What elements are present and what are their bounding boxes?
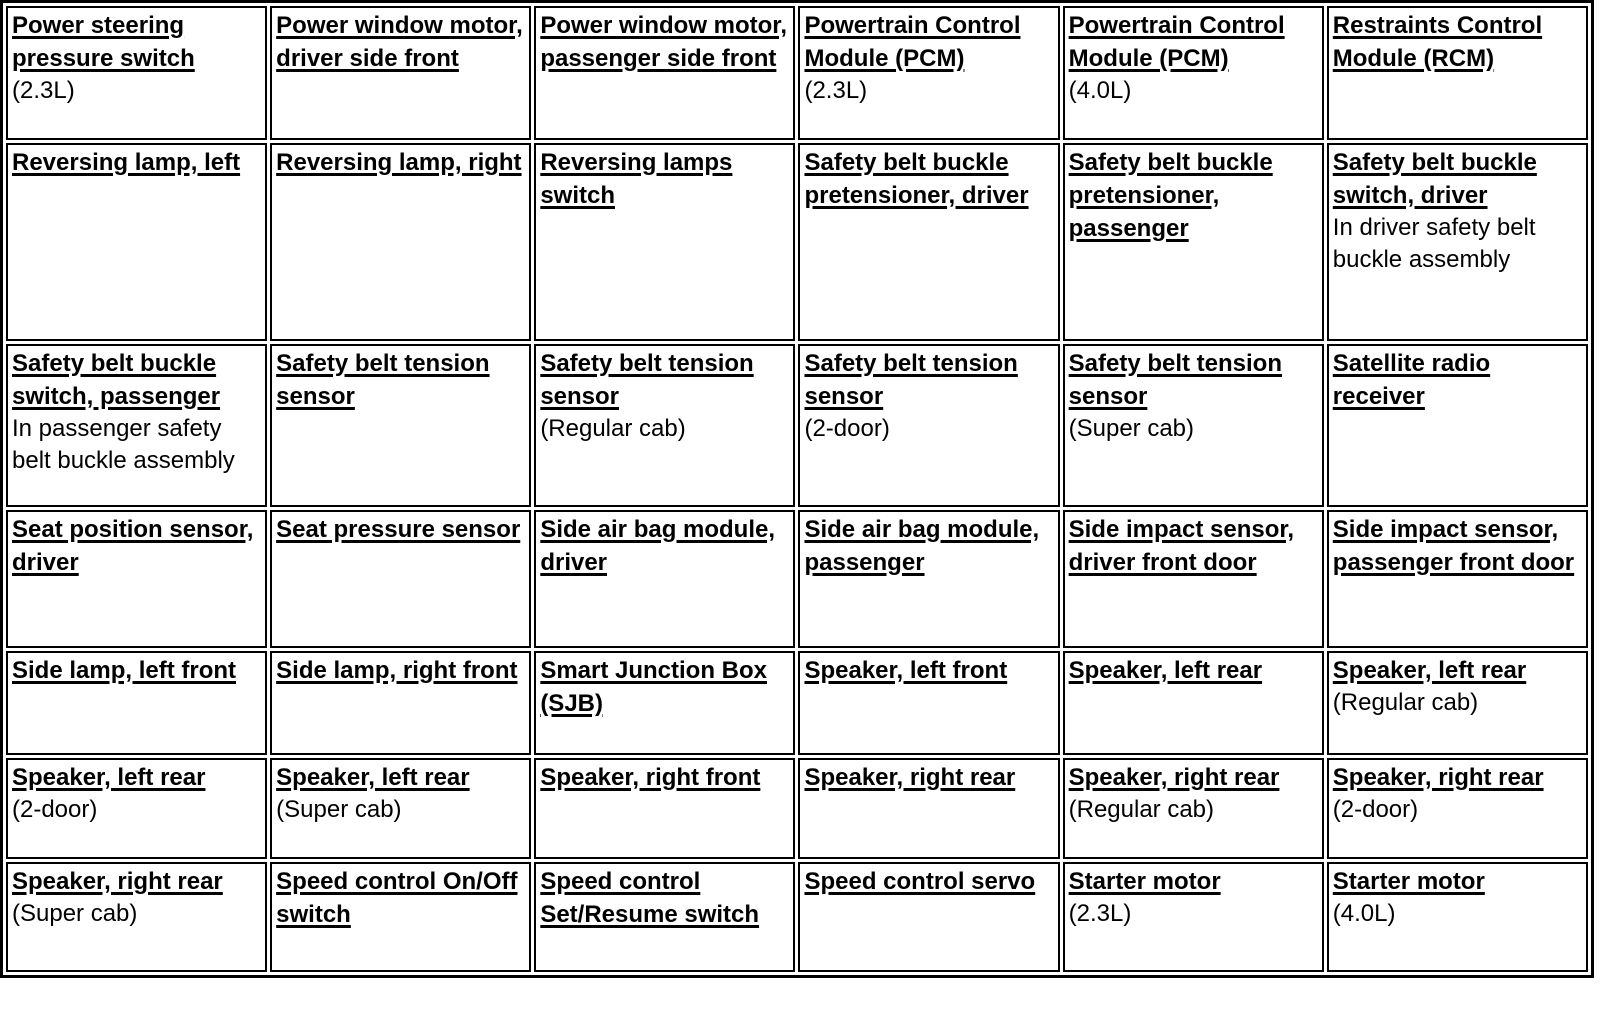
component-link[interactable]: Speed control On/Off switch (276, 868, 518, 928)
component-cell (270, 862, 531, 972)
component-link-line (804, 347, 1053, 413)
component-cell (6, 651, 267, 755)
component-link-line (1069, 761, 1318, 794)
component-cell (1327, 510, 1588, 648)
component-note: (2-door) (1332, 796, 1419, 823)
component-link[interactable]: Speaker, left rear (12, 764, 206, 791)
component-cell (798, 651, 1059, 755)
component-link[interactable]: Speaker, right rear (1068, 764, 1280, 791)
component-cell (534, 143, 795, 341)
component-link[interactable]: Seat pressure sensor (276, 516, 521, 543)
table-row (6, 862, 1588, 972)
component-link-line (1333, 347, 1582, 413)
component-link[interactable]: Power window motor, passenger side front (540, 12, 787, 72)
component-note: (2-door) (804, 415, 890, 442)
component-link-line (540, 146, 789, 212)
component-cell (798, 862, 1059, 972)
component-link[interactable]: Side air bag module, driver (540, 516, 776, 576)
component-cell (1327, 758, 1588, 859)
component-link-line (1333, 654, 1582, 687)
component-link-line (276, 654, 525, 687)
component-link[interactable]: Power window motor, driver side front (276, 12, 523, 72)
component-link[interactable]: Speaker, right rear (12, 868, 223, 895)
component-link[interactable]: Speaker, left rear (276, 764, 470, 791)
component-note: (Super cab) (276, 796, 402, 823)
component-link[interactable]: Safety belt tension sensor (804, 350, 1018, 410)
component-link-line (1069, 347, 1318, 413)
component-link-line (1069, 9, 1318, 75)
component-link[interactable]: Power steering pressure switch (12, 12, 195, 72)
component-cell (1327, 143, 1588, 341)
component-link-line (1069, 146, 1318, 245)
component-note: In passenger safety belt buckle assembly (12, 415, 235, 474)
component-link-line (276, 146, 525, 179)
component-note: (Regular cab) (1068, 796, 1215, 823)
component-link[interactable]: Speed control servo (804, 868, 1036, 895)
table-row (6, 344, 1588, 507)
component-link[interactable]: Side lamp, right front (276, 657, 518, 684)
component-link[interactable]: Safety belt buckle pretensioner, driver (804, 149, 1029, 209)
component-cell (534, 6, 795, 140)
component-cell (798, 758, 1059, 859)
component-note: (4.0L) (1332, 900, 1396, 927)
component-link-line (804, 761, 1053, 794)
component-link-line (540, 9, 789, 75)
component-link-line (1069, 513, 1318, 579)
table-row (6, 510, 1588, 648)
component-cell (1063, 651, 1324, 755)
component-note: (4.0L) (1068, 77, 1132, 104)
component-link[interactable]: Safety belt buckle switch, driver (1332, 149, 1537, 209)
table-row (6, 6, 1588, 140)
component-link[interactable]: Side impact sensor, driver front door (1068, 516, 1295, 576)
component-link-line (540, 347, 789, 413)
component-cell (534, 758, 795, 859)
component-link-line (12, 146, 261, 179)
component-link[interactable]: Safety belt buckle switch, passenger (12, 350, 221, 410)
component-link-line (1333, 513, 1582, 579)
component-link-line (276, 761, 525, 794)
component-link[interactable]: Side air bag module, passenger (804, 516, 1040, 576)
component-link[interactable]: Side impact sensor, passenger front door (1332, 516, 1575, 576)
component-link[interactable]: Starter motor (1332, 868, 1485, 895)
component-link-line (12, 761, 261, 794)
component-cell (1063, 510, 1324, 648)
component-cell (798, 344, 1059, 507)
component-link-line (12, 865, 261, 898)
component-link[interactable]: Smart Junction Box (SJB) (540, 657, 768, 717)
component-link-line (12, 9, 261, 75)
component-cell (534, 651, 795, 755)
component-link-line (540, 654, 789, 720)
component-link-line (12, 347, 261, 413)
component-link[interactable]: Reversing lamp, left (12, 149, 241, 176)
component-note: In driver safety belt buckle assembly (1332, 214, 1536, 273)
component-cell (534, 344, 795, 507)
component-cell (270, 510, 531, 648)
component-link-line (540, 865, 789, 931)
component-note: (Regular cab) (1332, 689, 1479, 716)
component-cell (1327, 862, 1588, 972)
component-cell (6, 510, 267, 648)
component-link-line (1333, 865, 1582, 898)
component-link[interactable]: Satellite radio receiver (1332, 350, 1491, 410)
component-link-line (276, 9, 525, 75)
component-note: (Super cab) (1068, 415, 1195, 442)
component-cell (1327, 344, 1588, 507)
component-note: (2.3L) (12, 77, 75, 104)
table-row (6, 758, 1588, 859)
component-cell (1063, 143, 1324, 341)
component-cell (270, 651, 531, 755)
component-link-line (276, 347, 525, 413)
component-link[interactable]: Speaker, left rear (1332, 657, 1527, 684)
component-link[interactable]: Speaker, right front (540, 764, 761, 791)
component-link[interactable]: Restraints Control Module (RCM) (1332, 12, 1543, 72)
component-link-line (804, 865, 1053, 898)
component-link[interactable]: Powertrain Control Module (PCM) (804, 12, 1021, 72)
component-link[interactable]: Reversing lamp, right (276, 149, 522, 176)
component-link[interactable]: Seat position sensor, driver (12, 516, 254, 576)
component-link[interactable]: Speed control Set/Resume switch (540, 868, 760, 928)
component-cell (6, 6, 267, 140)
component-link[interactable]: Starter motor (1068, 868, 1221, 895)
component-link-line (1333, 9, 1582, 75)
component-cell (798, 510, 1059, 648)
component-link[interactable]: Reversing lamps switch (540, 149, 733, 209)
table-row (6, 143, 1588, 341)
component-link-line (804, 146, 1053, 212)
component-index-body (6, 6, 1588, 972)
component-note: (2.3L) (1068, 900, 1132, 927)
component-note: (2-door) (12, 796, 98, 823)
component-cell (534, 862, 795, 972)
component-cell (1063, 758, 1324, 859)
component-cell (270, 344, 531, 507)
component-cell (1063, 862, 1324, 972)
component-link-line (540, 513, 789, 579)
component-link-line (276, 865, 525, 931)
component-cell (270, 6, 531, 140)
component-link[interactable]: Powertrain Control Module (PCM) (1068, 12, 1285, 72)
component-cell (798, 143, 1059, 341)
component-link-line (804, 654, 1053, 687)
component-cell (534, 510, 795, 648)
component-cell (1327, 651, 1588, 755)
component-link-line (1333, 146, 1582, 212)
component-link[interactable]: Safety belt tension sensor (276, 350, 490, 410)
component-link[interactable]: Speaker, right rear (804, 764, 1016, 791)
component-cell (798, 6, 1059, 140)
component-link-line (1069, 654, 1318, 687)
component-cell (270, 758, 531, 859)
component-link-line (804, 9, 1053, 75)
component-link[interactable]: Speaker, right rear (1332, 764, 1544, 791)
component-link-line (12, 654, 261, 687)
component-cell (270, 143, 531, 341)
component-link[interactable]: Safety belt tension sensor (1068, 350, 1282, 410)
component-cell (1327, 6, 1588, 140)
component-link-line (1333, 761, 1582, 794)
component-link-line (12, 513, 261, 579)
component-link-line (804, 513, 1053, 579)
component-link[interactable]: Side lamp, left front (12, 657, 237, 684)
component-cell (6, 344, 267, 507)
component-link-line (1069, 865, 1318, 898)
table-row (6, 651, 1588, 755)
component-cell (6, 758, 267, 859)
component-link[interactable]: Speaker, left rear (1068, 657, 1263, 684)
component-cell (1063, 344, 1324, 507)
component-link[interactable]: Safety belt buckle pretensioner, passenger (1068, 149, 1273, 242)
component-note: (Regular cab) (540, 415, 686, 442)
component-cell (6, 143, 267, 341)
component-link-line (540, 761, 789, 794)
component-cell (1063, 6, 1324, 140)
component-note: (2.3L) (804, 77, 868, 104)
component-cell (6, 862, 267, 972)
component-note: (Super cab) (12, 900, 138, 927)
component-link[interactable]: Speaker, left front (804, 657, 1008, 684)
component-link-line (276, 513, 525, 546)
component-link[interactable]: Safety belt tension sensor (540, 350, 754, 410)
